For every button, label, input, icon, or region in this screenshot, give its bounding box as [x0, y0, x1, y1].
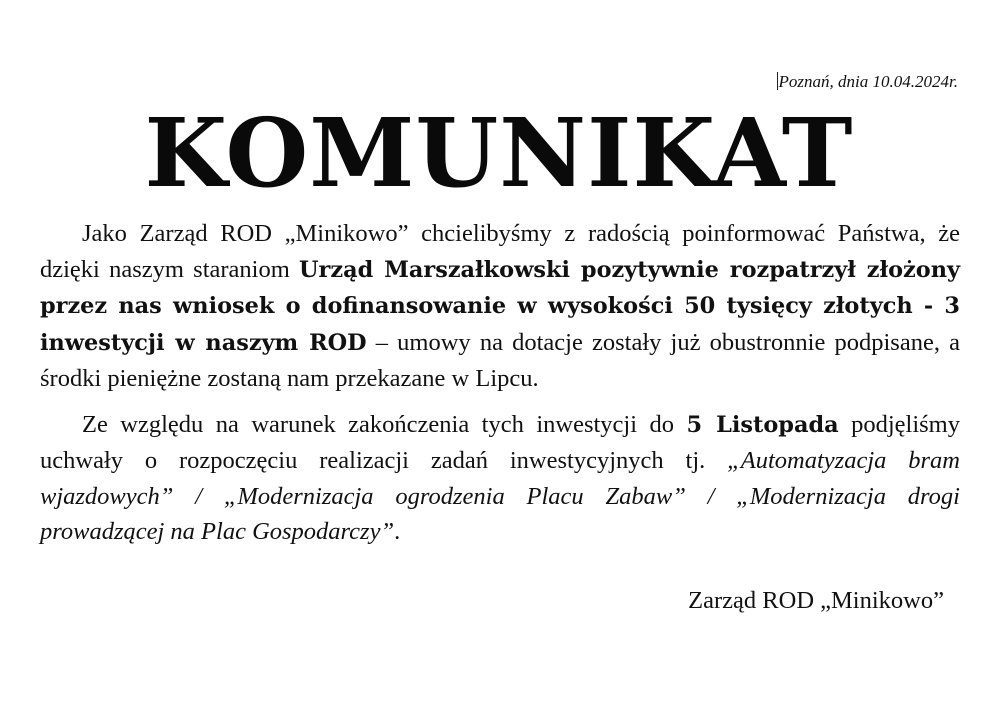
paragraph-1-text-b: – umowy na dotacje zostały już obustronnie podpisane, a środki pieniężne zostaną nam przekazane w Lipcu.	[40, 328, 960, 392]
paragraph-2-text-c: .	[394, 518, 401, 545]
paragraph-2	[40, 407, 960, 550]
paragraph-2-text-a: Ze względu na warunek zakończenia tych inwestycji do	[82, 410, 687, 438]
paragraph-2-text-b: podjęliśmy uchwały o rozpoczęciu realizacji zadań inwestycyjnych tj.	[40, 410, 960, 474]
place-date-text: Poznań, dnia 10.04.2024r.	[778, 72, 958, 91]
paragraph-1-text-a: Jako Zarząd ROD „Minikowo” chcielibyśmy z radością poinformować Państwa, że dzięki naszym staraniom	[40, 220, 960, 283]
paragraph-1-bold: Urząd Marszałkowski pozytywnie rozpatrzył złożony przez nas wniosek o dofinansowanie w wysokości 50 tysięcy złotych - 3 inwestycji w naszym ROD	[40, 256, 960, 356]
paragraph-1	[40, 216, 960, 397]
page-title: KOMUNIKAT	[144, 98, 854, 209]
paragraph-2-bold-deadline: 5 Listopada	[686, 411, 839, 438]
text-cursor	[777, 72, 778, 90]
announcement-body	[40, 216, 960, 550]
signature: Zarząd ROD „Minikowo”	[688, 587, 944, 614]
place-date	[777, 72, 958, 92]
paragraph-2-investments: „Automatyzacja bram wjazdowych” / „Modernizacja ogrodzenia Placu Zabaw” / „Modernizacja drogi prowadzącej na Plac Gospodarczy”	[40, 447, 961, 545]
